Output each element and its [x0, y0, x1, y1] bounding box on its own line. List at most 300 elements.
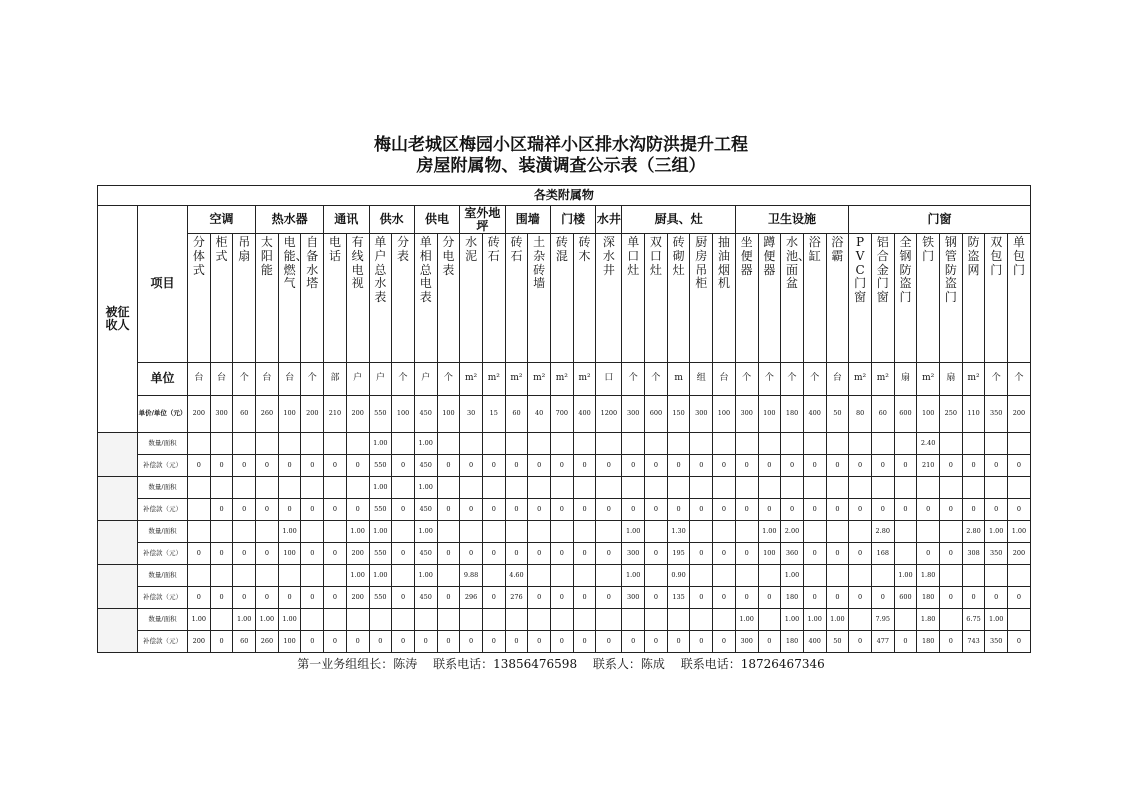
- comp-cell: 0: [758, 587, 781, 609]
- qty-cell: [690, 433, 713, 455]
- comp-cell: 0: [690, 631, 713, 653]
- comp-cell: 0: [849, 543, 872, 565]
- item-column-header: 坐便器: [735, 234, 758, 363]
- qty-cell: [596, 433, 622, 455]
- comp-cell: 0: [346, 455, 369, 477]
- qty-cell: 1.00: [233, 609, 256, 631]
- item-header: 项目: [138, 206, 188, 363]
- page-title: 梅山老城区梅园小区瑞祥小区排水沟防洪提升工程: [374, 135, 748, 155]
- group-header: 室外地坪: [460, 206, 505, 234]
- comp-cell: 0: [256, 543, 279, 565]
- comp-cell: 0: [324, 499, 347, 521]
- unit-cell: 户: [414, 363, 437, 396]
- group-header: 围墙: [505, 206, 550, 234]
- unit-cell: 个: [392, 363, 415, 396]
- comp-cell: 0: [849, 587, 872, 609]
- unit-cell: 个: [437, 363, 460, 396]
- qty-cell: 1.00: [414, 565, 437, 587]
- comp-cell: 100: [278, 631, 301, 653]
- item-column-header: 单包门: [1008, 234, 1031, 363]
- qty-cell: 1.00: [414, 477, 437, 499]
- comp-cell: 0: [826, 499, 849, 521]
- unit-cell: 个: [1008, 363, 1031, 396]
- comp-cell: 0: [278, 587, 301, 609]
- household-row: [98, 477, 1031, 499]
- comp-cell: 200: [1008, 543, 1031, 565]
- qty-cell: [369, 609, 392, 631]
- household-row: [98, 455, 1031, 477]
- item-column-header: 土杂砖墙: [528, 234, 551, 363]
- comp-cell: 0: [528, 455, 551, 477]
- qty-cell: [826, 565, 849, 587]
- qty-cell: 1.00: [369, 565, 392, 587]
- qty-cell: [573, 609, 596, 631]
- qty-cell: [1008, 477, 1031, 499]
- qty-cell: [460, 433, 483, 455]
- qty-cell: 1.00: [622, 565, 645, 587]
- price-cell: 300: [622, 396, 645, 433]
- price-label: 单价/单位（元）: [138, 396, 188, 433]
- qty-cell: [437, 565, 460, 587]
- qty-cell: [826, 433, 849, 455]
- qty-cell: [826, 521, 849, 543]
- qty-cell: [735, 477, 758, 499]
- item-column-header: PVC门窗: [849, 234, 872, 363]
- unit-cell: m: [667, 363, 690, 396]
- qty-cell: 1.00: [781, 609, 804, 631]
- qty-cell: [301, 609, 324, 631]
- qty-cell: [803, 477, 826, 499]
- qty-cell: [622, 477, 645, 499]
- comp-cell: 0: [758, 631, 781, 653]
- comp-cell: 0: [940, 455, 963, 477]
- price-cell: 150: [667, 396, 690, 433]
- qty-cell: [713, 609, 736, 631]
- unit-cell: 个: [645, 363, 668, 396]
- leader-label: 第一业务组组长：陈涛: [297, 657, 418, 671]
- comp-cell: 0: [551, 499, 574, 521]
- item-column-header: 单相总电表: [414, 234, 437, 363]
- comp-cell: 0: [667, 631, 690, 653]
- comp-cell: 308: [962, 543, 985, 565]
- comp-cell: 0: [645, 631, 668, 653]
- comp-cell: 0: [596, 543, 622, 565]
- price-cell: 100: [278, 396, 301, 433]
- comp-cell: 135: [667, 587, 690, 609]
- qty-cell: 1.00: [781, 565, 804, 587]
- comp-cell: 0: [894, 455, 917, 477]
- qty-cell: [414, 609, 437, 631]
- qty-cell: [803, 433, 826, 455]
- comp-cell: 0: [392, 543, 415, 565]
- comp-cell: 0: [781, 499, 804, 521]
- unit-cell: 个: [758, 363, 781, 396]
- qty-cell: [849, 609, 872, 631]
- qty-cell: 4.60: [505, 565, 528, 587]
- qty-cell: [645, 477, 668, 499]
- comp-cell: 0: [346, 631, 369, 653]
- item-column-header: 砖混: [551, 234, 574, 363]
- comp-cell: 600: [894, 587, 917, 609]
- qty-cell: [528, 609, 551, 631]
- qty-cell: [735, 433, 758, 455]
- qty-cell: [188, 521, 211, 543]
- left-header: 被征收人: [98, 206, 138, 433]
- main-header: 各类附属物: [98, 186, 1031, 206]
- comp-cell: 0: [210, 543, 233, 565]
- comp-cell: 360: [781, 543, 804, 565]
- qty-cell: [596, 609, 622, 631]
- qty-cell: [256, 565, 279, 587]
- comp-cell: 0: [301, 499, 324, 521]
- qty-cell: [596, 477, 622, 499]
- comp-cell: 0: [573, 631, 596, 653]
- qty-cell: [528, 565, 551, 587]
- page-subtitle: 房屋附属物、装潢调查公示表（三组）: [416, 156, 706, 176]
- comp-cell: 0: [188, 587, 211, 609]
- qty-cell: [188, 477, 211, 499]
- qty-cell: [871, 433, 894, 455]
- qty-cell: [849, 477, 872, 499]
- qty-cell: [301, 433, 324, 455]
- qty-cell: [690, 477, 713, 499]
- comp-cell: 0: [940, 543, 963, 565]
- price-cell: 15: [482, 396, 505, 433]
- qty-cell: [346, 433, 369, 455]
- qty-cell: [622, 433, 645, 455]
- item-column-header: 浴霸: [826, 234, 849, 363]
- comp-cell: 0: [622, 631, 645, 653]
- comp-cell: 0: [482, 543, 505, 565]
- unit-cell: 个: [985, 363, 1008, 396]
- item-column-header: 单户总水表: [369, 234, 392, 363]
- qty-cell: [940, 477, 963, 499]
- qty-cell: [460, 609, 483, 631]
- qty-cell: [324, 521, 347, 543]
- qty-cell: [713, 521, 736, 543]
- comp-cell: 260: [256, 631, 279, 653]
- price-cell: 180: [781, 396, 804, 433]
- qty-cell: [849, 433, 872, 455]
- qty-cell: [871, 477, 894, 499]
- comp-cell: 0: [437, 499, 460, 521]
- comp-cell: 0: [256, 499, 279, 521]
- qty-cell: 1.80: [917, 609, 940, 631]
- qty-cell: [1008, 433, 1031, 455]
- qty-cell: [392, 477, 415, 499]
- unit-cell: m²: [505, 363, 528, 396]
- household-row: [98, 543, 1031, 565]
- unit-cell: 个: [735, 363, 758, 396]
- price-cell: 200: [346, 396, 369, 433]
- qty-cell: [758, 477, 781, 499]
- comp-cell: 0: [210, 631, 233, 653]
- comp-cell: 0: [871, 587, 894, 609]
- qty-cell: [940, 433, 963, 455]
- qty-cell: 1.00: [414, 433, 437, 455]
- item-column-header: 蹲便器: [758, 234, 781, 363]
- qty-cell: [392, 433, 415, 455]
- group-header: 空调: [188, 206, 256, 234]
- contact-label: 联系人：陈成: [592, 657, 665, 671]
- item-column-header: 厨房吊柜: [690, 234, 713, 363]
- unit-cell: 台: [210, 363, 233, 396]
- qty-cell: [985, 433, 1008, 455]
- qty-cell: [392, 521, 415, 543]
- qty-cell: [392, 565, 415, 587]
- qty-cell: [460, 477, 483, 499]
- household-name-cell: [98, 477, 138, 521]
- price-cell: 200: [188, 396, 211, 433]
- unit-cell: m²: [460, 363, 483, 396]
- price-cell: 350: [985, 396, 1008, 433]
- qty-cell: [962, 433, 985, 455]
- comp-cell: 400: [803, 631, 826, 653]
- item-column-header: 太阳能: [256, 234, 279, 363]
- item-column-header: 铝合金门窗: [871, 234, 894, 363]
- qty-cell: [324, 477, 347, 499]
- unit-cell: 部: [324, 363, 347, 396]
- item-column-header: 自备水塔: [301, 234, 324, 363]
- comp-cell: 0: [573, 499, 596, 521]
- qty-cell: [301, 521, 324, 543]
- item-column-header: 深水井: [596, 234, 622, 363]
- unit-cell: m²: [849, 363, 872, 396]
- unit-cell: 台: [188, 363, 211, 396]
- comp-cell: 0: [622, 499, 645, 521]
- qty-cell: [346, 609, 369, 631]
- comp-cell: 0: [324, 455, 347, 477]
- comp-cell: 0: [505, 543, 528, 565]
- comp-label: 补偿款（元）: [138, 499, 188, 521]
- comp-cell: 168: [871, 543, 894, 565]
- item-column-header: 砖石: [505, 234, 528, 363]
- comp-cell: 0: [505, 455, 528, 477]
- comp-cell: 0: [573, 455, 596, 477]
- household-row: [98, 609, 1031, 631]
- qty-cell: [781, 477, 804, 499]
- comp-cell: 180: [781, 587, 804, 609]
- qty-cell: [551, 433, 574, 455]
- qty-cell: [460, 521, 483, 543]
- qty-cell: [894, 609, 917, 631]
- item-column-header: 防盗网: [962, 234, 985, 363]
- comp-label: 补偿款（元）: [138, 587, 188, 609]
- comp-cell: 0: [528, 631, 551, 653]
- qty-cell: [849, 565, 872, 587]
- qty-cell: [758, 433, 781, 455]
- comp-cell: 0: [482, 455, 505, 477]
- price-cell: 300: [735, 396, 758, 433]
- household-row: [98, 587, 1031, 609]
- qty-cell: [482, 565, 505, 587]
- qty-cell: [505, 477, 528, 499]
- comp-cell: 0: [460, 455, 483, 477]
- item-column-header: 单口灶: [622, 234, 645, 363]
- comp-cell: 0: [551, 455, 574, 477]
- comp-cell: 0: [437, 543, 460, 565]
- comp-cell: 200: [188, 631, 211, 653]
- qty-cell: 2.40: [917, 433, 940, 455]
- item-column-header: 砖木: [573, 234, 596, 363]
- comp-cell: 0: [437, 455, 460, 477]
- item-column-header: 水池、面盆: [781, 234, 804, 363]
- comp-cell: 200: [346, 587, 369, 609]
- qty-cell: 1.00: [985, 609, 1008, 631]
- qty-cell: [301, 477, 324, 499]
- comp-cell: 60: [233, 631, 256, 653]
- price-cell: 80: [849, 396, 872, 433]
- comp-cell: 0: [324, 543, 347, 565]
- qty-cell: [940, 609, 963, 631]
- comp-cell: 0: [596, 631, 622, 653]
- unit-cell: m²: [482, 363, 505, 396]
- price-cell: 250: [940, 396, 963, 433]
- comp-cell: 0: [551, 631, 574, 653]
- qty-cell: [551, 565, 574, 587]
- comp-cell: 0: [940, 587, 963, 609]
- household-row: [98, 565, 1031, 587]
- qty-cell: 1.00: [278, 521, 301, 543]
- comp-cell: 0: [392, 587, 415, 609]
- qty-cell: [781, 433, 804, 455]
- qty-cell: [713, 477, 736, 499]
- qty-label: 数量/面积: [138, 609, 188, 631]
- qty-cell: [233, 433, 256, 455]
- household-row: [98, 521, 1031, 543]
- comp-cell: 0: [460, 543, 483, 565]
- qty-cell: 1.00: [278, 609, 301, 631]
- price-cell: 400: [803, 396, 826, 433]
- comp-cell: 0: [985, 587, 1008, 609]
- comp-cell: 450: [414, 543, 437, 565]
- qty-cell: 1.00: [188, 609, 211, 631]
- qty-label: 数量/面积: [138, 521, 188, 543]
- qty-cell: [551, 521, 574, 543]
- qty-cell: [573, 433, 596, 455]
- qty-cell: [1008, 609, 1031, 631]
- item-column-header: 砖砌灶: [667, 234, 690, 363]
- comp-cell: 50: [826, 631, 849, 653]
- household-row: [98, 499, 1031, 521]
- qty-cell: [392, 609, 415, 631]
- household-row: [98, 433, 1031, 455]
- qty-cell: 0.90: [667, 565, 690, 587]
- qty-label: 数量/面积: [138, 433, 188, 455]
- qty-cell: [346, 477, 369, 499]
- qty-cell: [482, 609, 505, 631]
- qty-cell: [278, 477, 301, 499]
- qty-cell: [645, 609, 668, 631]
- qty-label: 数量/面积: [138, 477, 188, 499]
- unit-cell: m²: [551, 363, 574, 396]
- group-header: 门窗: [849, 206, 1031, 234]
- qty-cell: 1.00: [1008, 521, 1031, 543]
- comp-cell: 0: [781, 455, 804, 477]
- qty-cell: [962, 565, 985, 587]
- comp-cell: 0: [596, 587, 622, 609]
- qty-label: 数量/面积: [138, 565, 188, 587]
- qty-cell: [573, 521, 596, 543]
- qty-cell: [505, 433, 528, 455]
- qty-cell: 2.00: [781, 521, 804, 543]
- unit-cell: 台: [826, 363, 849, 396]
- comp-cell: 550: [369, 543, 392, 565]
- qty-cell: [667, 433, 690, 455]
- comp-cell: 0: [713, 543, 736, 565]
- comp-cell: 0: [917, 499, 940, 521]
- qty-cell: 1.00: [985, 521, 1008, 543]
- comp-cell: 0: [551, 543, 574, 565]
- qty-cell: [256, 477, 279, 499]
- comp-cell: 0: [324, 587, 347, 609]
- comp-cell: 0: [573, 543, 596, 565]
- comp-cell: 300: [622, 543, 645, 565]
- qty-cell: [894, 433, 917, 455]
- comp-cell: 195: [667, 543, 690, 565]
- qty-cell: [713, 433, 736, 455]
- comp-cell: 0: [528, 543, 551, 565]
- comp-cell: 0: [188, 543, 211, 565]
- item-column-header: 有线电视: [346, 234, 369, 363]
- qty-cell: [1008, 565, 1031, 587]
- comp-cell: 300: [735, 631, 758, 653]
- comp-cell: 0: [849, 631, 872, 653]
- comp-cell: 0: [460, 631, 483, 653]
- contact-phone: 联系电话：18726467346: [680, 657, 825, 671]
- price-cell: 210: [324, 396, 347, 433]
- unit-cell: 个: [233, 363, 256, 396]
- comp-label: 补偿款（元）: [138, 455, 188, 477]
- leader-phone: 联系电话：13856476598: [433, 657, 578, 671]
- group-header: 水井: [596, 206, 622, 234]
- comp-cell: 0: [392, 455, 415, 477]
- qty-cell: [210, 477, 233, 499]
- qty-cell: [894, 477, 917, 499]
- comp-cell: 0: [256, 587, 279, 609]
- qty-cell: [803, 565, 826, 587]
- price-cell: 300: [210, 396, 233, 433]
- item-column-header: 电能、燃气: [278, 234, 301, 363]
- qty-cell: [278, 565, 301, 587]
- price-cell: 300: [690, 396, 713, 433]
- item-column-header: 铁门: [917, 234, 940, 363]
- comp-cell: 0: [278, 499, 301, 521]
- qty-cell: [233, 565, 256, 587]
- price-cell: 100: [437, 396, 460, 433]
- comp-cell: 0: [735, 587, 758, 609]
- qty-cell: [940, 521, 963, 543]
- comp-cell: 0: [528, 499, 551, 521]
- comp-cell: 0: [645, 499, 668, 521]
- qty-cell: [437, 433, 460, 455]
- qty-cell: [482, 433, 505, 455]
- comp-cell: 0: [735, 455, 758, 477]
- comp-cell: 0: [871, 455, 894, 477]
- qty-cell: 1.00: [256, 609, 279, 631]
- unit-cell: m²: [528, 363, 551, 396]
- comp-cell: 0: [690, 499, 713, 521]
- comp-cell: 180: [781, 631, 804, 653]
- comp-cell: 0: [528, 587, 551, 609]
- comp-cell: 0: [713, 587, 736, 609]
- unit-cell: m²: [917, 363, 940, 396]
- qty-cell: [210, 521, 233, 543]
- comp-cell: 0: [622, 455, 645, 477]
- qty-cell: 1.00: [369, 521, 392, 543]
- unit-cell: 个: [301, 363, 324, 396]
- qty-cell: [645, 521, 668, 543]
